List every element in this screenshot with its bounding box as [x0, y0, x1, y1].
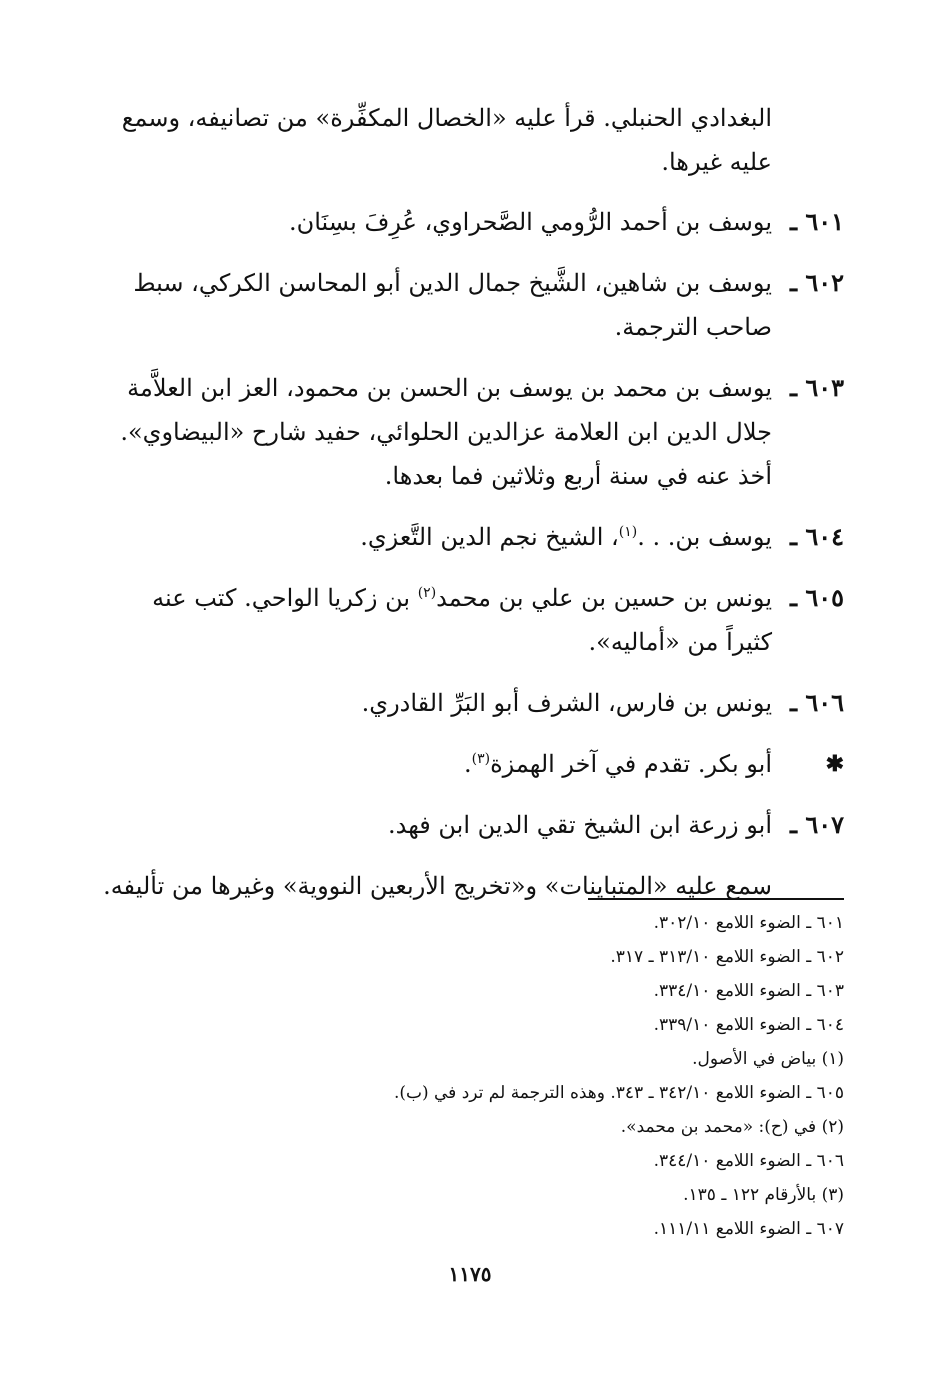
footnote: (١) بياض في الأصول.: [692, 1049, 844, 1069]
closing-paragraph: سمع عليه «المتباينات» و«تخريج الأربعين النووية» وغيرها من تأليفه.: [103, 872, 772, 900]
star-icon: ✱: [825, 751, 844, 777]
footnote: ٦٠٧ ـ الضوء اللامع ١١١/١١.: [653, 1219, 844, 1239]
entry-603: [96, 366, 844, 498]
entry-601: [96, 200, 844, 244]
entry-text: [96, 742, 772, 786]
entry-text: صاحب الترجمة.: [614, 313, 772, 341]
entry-number: ٦٠١ ـ: [789, 207, 844, 236]
entry-number: ٦٠٣ ـ: [789, 373, 844, 402]
footnote: ٦٠٣ ـ الضوء اللامع ٣٣٤/١٠.: [653, 981, 844, 1001]
footnote-ref: (١): [618, 524, 638, 540]
footnote-ref: (٣): [471, 751, 491, 767]
footnotes: [96, 906, 844, 1246]
entry-602: [96, 261, 844, 349]
entry-number: ٦٠٤ ـ: [789, 522, 844, 551]
footnote: ٦٠٦ ـ الضوء اللامع ٣٤٤/١٠.: [653, 1151, 844, 1171]
entry-text: أبو زرعة ابن الشيخ تقي الدين ابن فهد.: [388, 811, 772, 839]
entry-text-part: يونس بن حسين بن علي بن محمد: [436, 584, 772, 612]
entry-text-part: أبو بكر. تقدم في آخر الهمزة: [490, 750, 772, 778]
entry-text: يوسف بن شاهين، الشَّيخ جمال الدين أبو المحاسن الكركي، سبط: [133, 269, 772, 297]
footnote: ٦٠١ ـ الضوء اللامع ٣٠٢/١٠.: [653, 913, 844, 933]
footnote: ٦٠٤ ـ الضوء اللامع ٣٣٩/١٠.: [653, 1015, 844, 1035]
entry-606: [96, 681, 844, 725]
entry-text: يونس بن فارس، الشرف أبو البَرِّ القادري.: [361, 689, 772, 717]
entry-number: ٦٠٥ ـ: [789, 583, 844, 612]
intro-paragraph: [96, 96, 844, 184]
footnote: ٦٠٥ ـ الضوء اللامع ٣٤٢/١٠ ـ ٣٤٣. وهذه الترجمة لم ترد في (ب).: [393, 1083, 844, 1103]
entry-text: [96, 576, 772, 620]
entry-text: كثيراً من «أماليه».: [588, 628, 772, 656]
footnote-divider: [588, 898, 844, 900]
footnote: ٦٠٢ ـ الضوء اللامع ٣١٣/١٠ ـ ٣١٧.: [610, 947, 844, 967]
footnote: (٣) بالأرقام ١٢٢ ـ ١٣٥.: [683, 1185, 844, 1205]
entry-text: يوسف بن محمد بن يوسف بن الحسن بن محمود، العز ابن العلاَّمة: [127, 374, 772, 402]
entry-text-part: يوسف بن. . .: [637, 523, 772, 551]
entry-text: أخذ عنه في سنة أربع وثلاثين فما بعدها.: [384, 462, 772, 490]
entry-605: [96, 576, 844, 664]
entry-number: ٦٠٢ ـ: [789, 268, 844, 297]
footnote: (٢) في (ح): «محمد بن محمد».: [620, 1117, 844, 1137]
entry-number: ٦٠٧ ـ: [789, 810, 844, 839]
entry-number: ٦٠٦ ـ: [789, 688, 844, 717]
star-entry: [96, 742, 844, 786]
page-number: ١١٧٥: [448, 1262, 492, 1286]
entry-text-part: بن زكريا الواحي. كتب عنه: [152, 584, 418, 612]
intro-line: عليه غيرها.: [661, 148, 772, 176]
entry-604: [96, 515, 844, 559]
footnote-ref: (٢): [417, 585, 437, 601]
entry-text-part: ، الشيخ نجم الدين التَّعزي.: [360, 523, 619, 551]
entry-text: [96, 515, 772, 559]
entry-text-part: .: [463, 750, 472, 778]
entry-text: جلال الدين ابن العلامة عزالدين الحلوائي، حفيد شارح «البيضاوي».: [120, 418, 772, 446]
entry-607: [96, 803, 844, 847]
main-text: [96, 96, 844, 908]
intro-line: البغدادي الحنبلي. قرأ عليه «الخصال المكفِّرة» من تصانيفه، وسمع: [121, 104, 772, 132]
entry-text: يوسف بن أحمد الرُّومي الصَّحراوي، عُرِفَ بسِنَان.: [288, 208, 772, 236]
